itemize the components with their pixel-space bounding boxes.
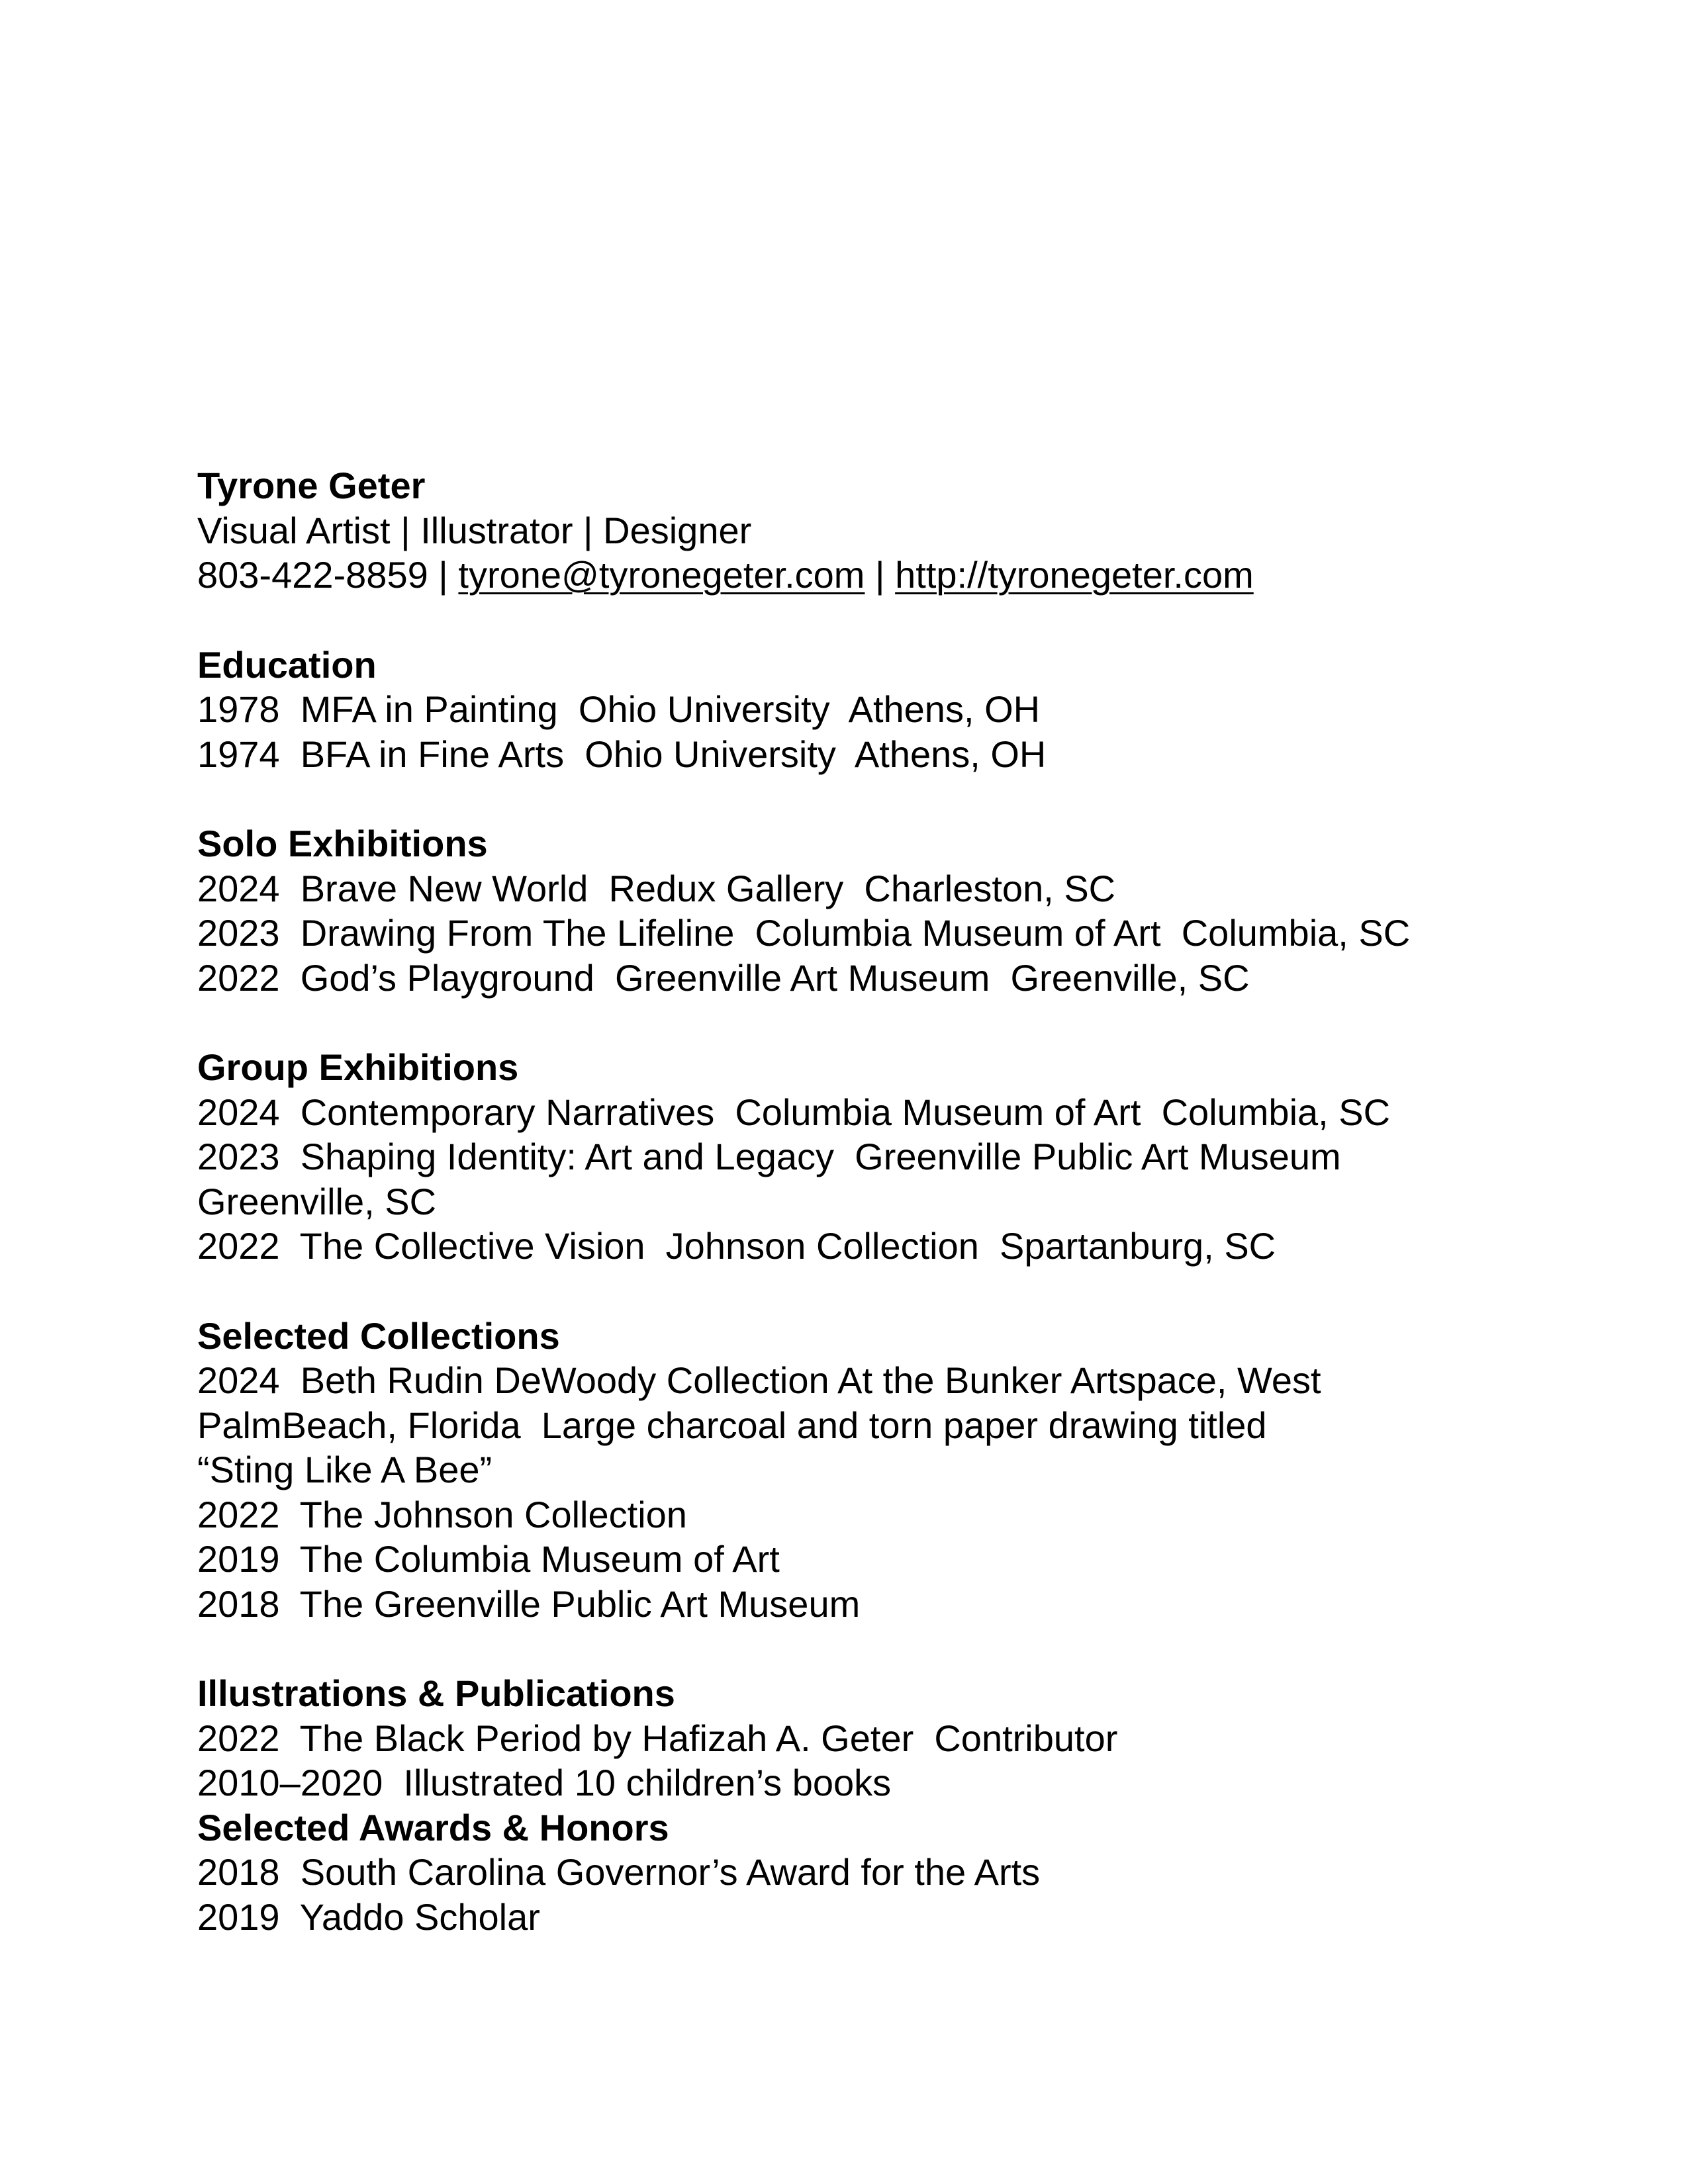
- publication-item: 2010–2020 Illustrated 10 children’s books: [197, 1762, 892, 1803]
- collection-item-continued: PalmBeach, Florida Large charcoal and torn paper drawing titled: [197, 1404, 1267, 1446]
- section-gap: [197, 776, 1521, 821]
- website-link[interactable]: http://tyronegeter.com: [895, 554, 1254, 596]
- artist-name: Tyrone Geter: [197, 465, 426, 506]
- artist-roles: Visual Artist | Illustrator | Designer: [197, 509, 752, 551]
- section-heading: Solo Exhibitions: [197, 823, 488, 864]
- award-item: 2018 South Carolina Governor’s Award for the Arts: [197, 1851, 1041, 1893]
- group-exhibition-item: 2022 The Collective Vision Johnson Collection Spartanburg, SC: [197, 1225, 1276, 1267]
- section-heading: Illustrations & Publications: [197, 1672, 675, 1714]
- solo-exhibitions-section: [197, 821, 1521, 1000]
- header: [197, 463, 1521, 598]
- group-exhibition-item: 2024 Contemporary Narratives Columbia Museum of Art Columbia, SC: [197, 1091, 1391, 1133]
- phone-number: 803-422-8859: [197, 554, 428, 596]
- education-item: 1978 MFA in Painting Ohio University Athens, OH: [197, 688, 1041, 730]
- awards-section: [197, 1805, 1521, 1940]
- collection-item: 2018 The Greenville Public Art Museum: [197, 1582, 861, 1625]
- resume-page: [197, 463, 1521, 1939]
- group-exhibitions-section: [197, 1045, 1521, 1269]
- award-item: 2019 Yaddo Scholar: [197, 1895, 540, 1938]
- contact-line: [197, 553, 1521, 598]
- education-item: 1974 BFA in Fine Arts Ohio University Athens, OH: [197, 733, 1047, 775]
- collection-item: 2019 The Columbia Museum of Art: [197, 1538, 780, 1580]
- section-gap: [197, 1626, 1521, 1671]
- email-link[interactable]: tyrone@tyronegeter.com: [458, 554, 865, 596]
- solo-exhibition-item: 2023 Drawing From The Lifeline Columbia Museum of Art Columbia, SC: [197, 912, 1411, 954]
- group-exhibition-item: 2023 Shaping Identity: Art and Legacy Greenville Public Art Museum: [197, 1136, 1341, 1177]
- contact-separator: |: [865, 554, 896, 596]
- publication-item: 2022 The Black Period by Hafizah A. Geter Contributor: [197, 1717, 1118, 1759]
- section-gap: [197, 598, 1521, 643]
- publications-section: [197, 1671, 1521, 1805]
- contact-separator: |: [428, 554, 459, 596]
- section-heading: Selected Awards & Honors: [197, 1806, 669, 1848]
- education-section: [197, 643, 1521, 777]
- section-gap: [197, 1000, 1521, 1045]
- collection-item: 2022 The Johnson Collection: [197, 1493, 687, 1535]
- collections-section: [197, 1314, 1521, 1627]
- section-gap: [197, 1269, 1521, 1314]
- section-heading: Education: [197, 643, 377, 686]
- solo-exhibition-item: 2024 Brave New World Redux Gallery Charleston, SC: [197, 867, 1116, 909]
- collection-item: 2024 Beth Rudin DeWoody Collection At the Bunker Artspace, West: [197, 1359, 1321, 1401]
- section-heading: Group Exhibitions: [197, 1046, 519, 1088]
- collection-item-continued: “Sting Like A Bee”: [197, 1449, 492, 1490]
- group-exhibition-item-continued: Greenville, SC: [197, 1180, 437, 1222]
- solo-exhibition-item: 2022 God’s Playground Greenville Art Museum Greenville, SC: [197, 956, 1250, 999]
- section-heading: Selected Collections: [197, 1314, 560, 1357]
